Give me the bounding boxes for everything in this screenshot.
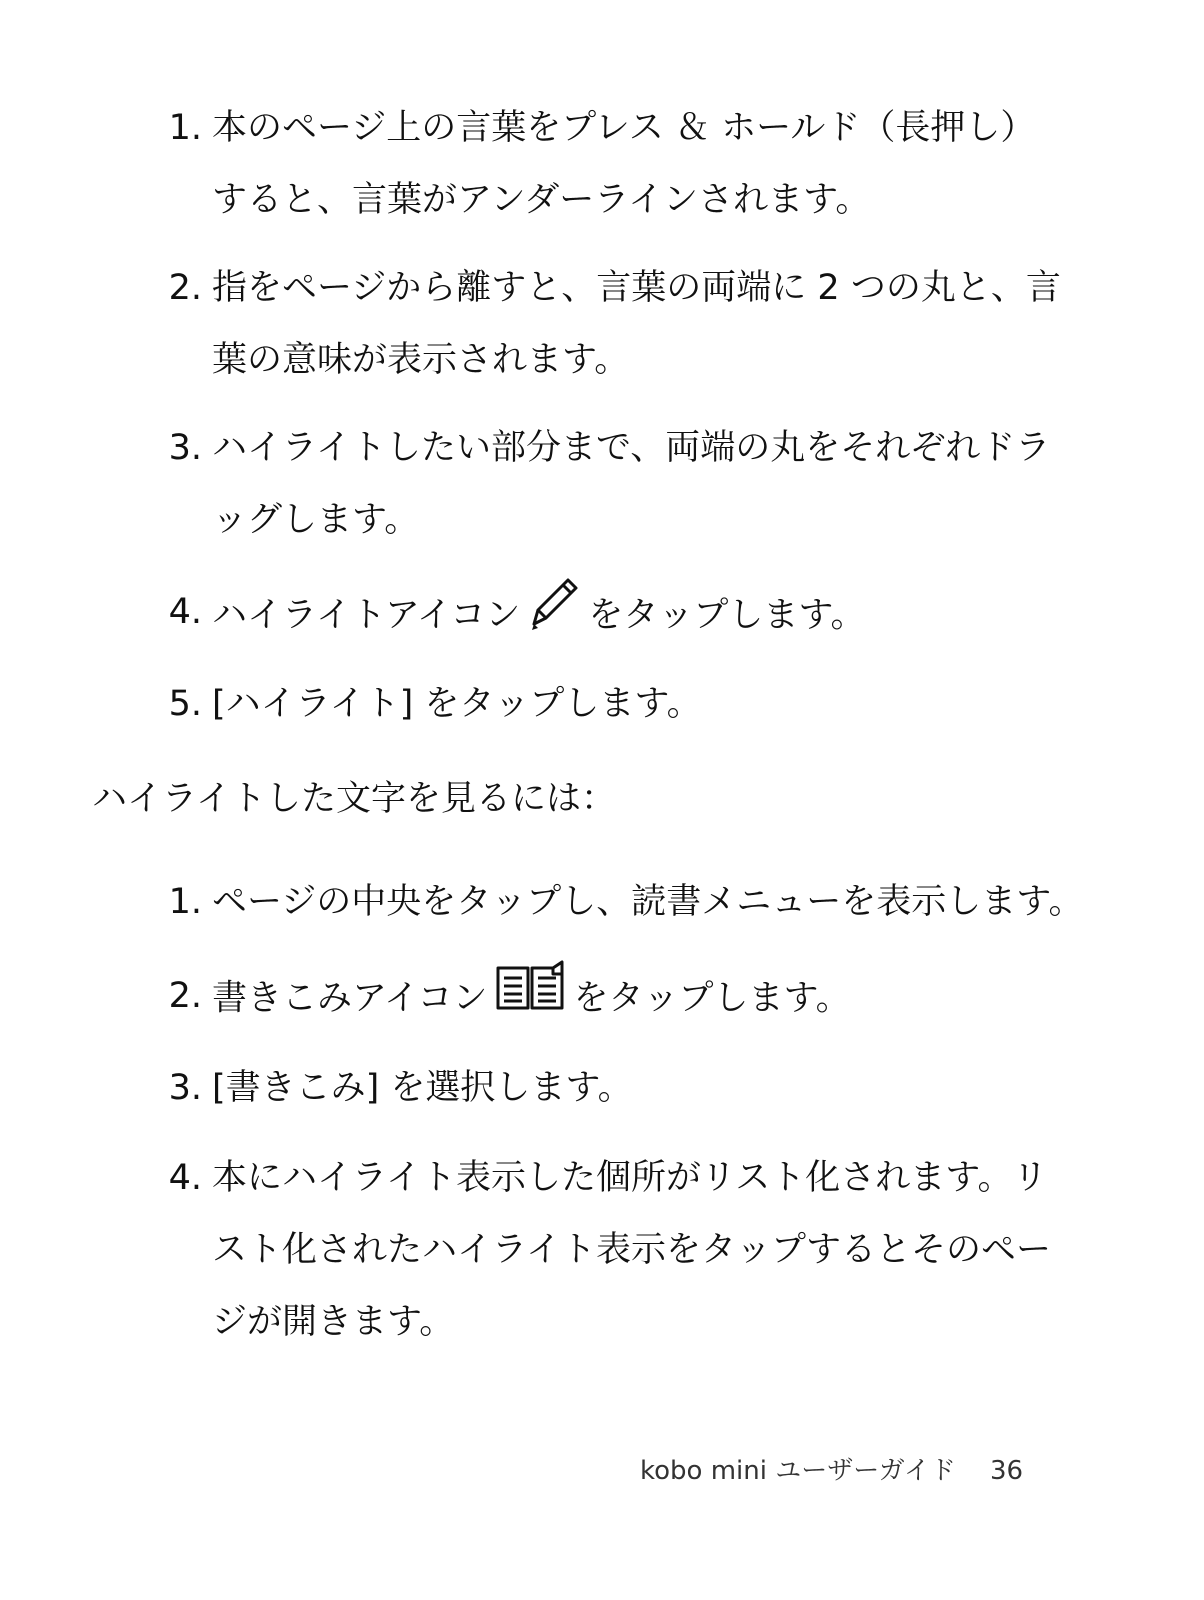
list-text-line: ページの中央をタップし、読書メニューを表示します。 [212,882,1084,922]
list-item [150,866,1110,938]
list-number: 3. [168,1068,202,1108]
list-number: 4. [168,1158,202,1198]
list-number: 3. [168,428,202,468]
page-footer [640,1450,1023,1487]
list-text-line: ジが開きます。 [212,1302,455,1342]
list-text [212,252,1110,396]
list-number: 1. [168,108,202,148]
list-text [212,960,1110,1039]
list-text [212,1142,1110,1358]
list-text-line: ハイライトしたい部分まで、両端の丸をそれぞれドラ [212,428,1051,468]
list-item [150,412,1110,556]
list-text-line: [ハイライト] をタップします。 [212,684,702,724]
list-number: 1. [168,882,202,922]
list-text-line: 葉の意味が表示されます。 [212,340,630,380]
section-subheading: ハイライトした文字を見るには： [92,779,616,819]
list-text-line: 本のページ上の言葉をプレス ＆ ホールド（長押し） [212,108,1036,148]
list-item [150,668,1110,740]
page-number: 36 [989,1456,1024,1486]
list-text-line: スト化されたハイライト表示をタップするとそのペー [212,1230,1051,1270]
list-number: 2. [168,268,202,308]
footer-title: kobo mini ユーザーガイド [640,1456,956,1486]
list-text-line: 指をページから離すと、言葉の両端に 2 つの丸と、言 [212,268,1061,308]
list-number: 4. [168,592,202,632]
list-text [212,1052,1110,1124]
list-item [150,960,1110,1039]
list-text-line: ッグします。 [212,500,420,540]
list-text [212,412,1110,556]
list-item [150,1142,1110,1358]
list-text-after-icon: をタップします。 [588,595,866,636]
list-item [150,576,1110,657]
list-text-line: [書きこみ] を選択します。 [212,1068,633,1108]
open-book-icon [495,960,565,1039]
list-text-after-icon: をタップします。 [573,978,851,1019]
list-text [212,576,1110,657]
list-text [212,92,1110,236]
list-text-line [212,576,1110,657]
list-text-line: 本にハイライト表示した個所がリスト化されます。リ [212,1158,1048,1198]
list-item [150,252,1110,396]
list-text-before-icon: ハイライトアイコン [212,595,521,636]
list-text [212,866,1110,938]
list-item [150,1052,1110,1124]
list-text-line [212,960,1110,1039]
list-number: 2. [168,976,202,1016]
list-number: 5. [168,684,202,724]
list-text-before-icon: 書きこみアイコン [212,978,488,1019]
list-text-line: すると、言葉がアンダーラインされます。 [212,180,871,220]
pencil-icon [528,576,580,657]
list-text [212,668,1110,740]
list-item [150,92,1110,236]
